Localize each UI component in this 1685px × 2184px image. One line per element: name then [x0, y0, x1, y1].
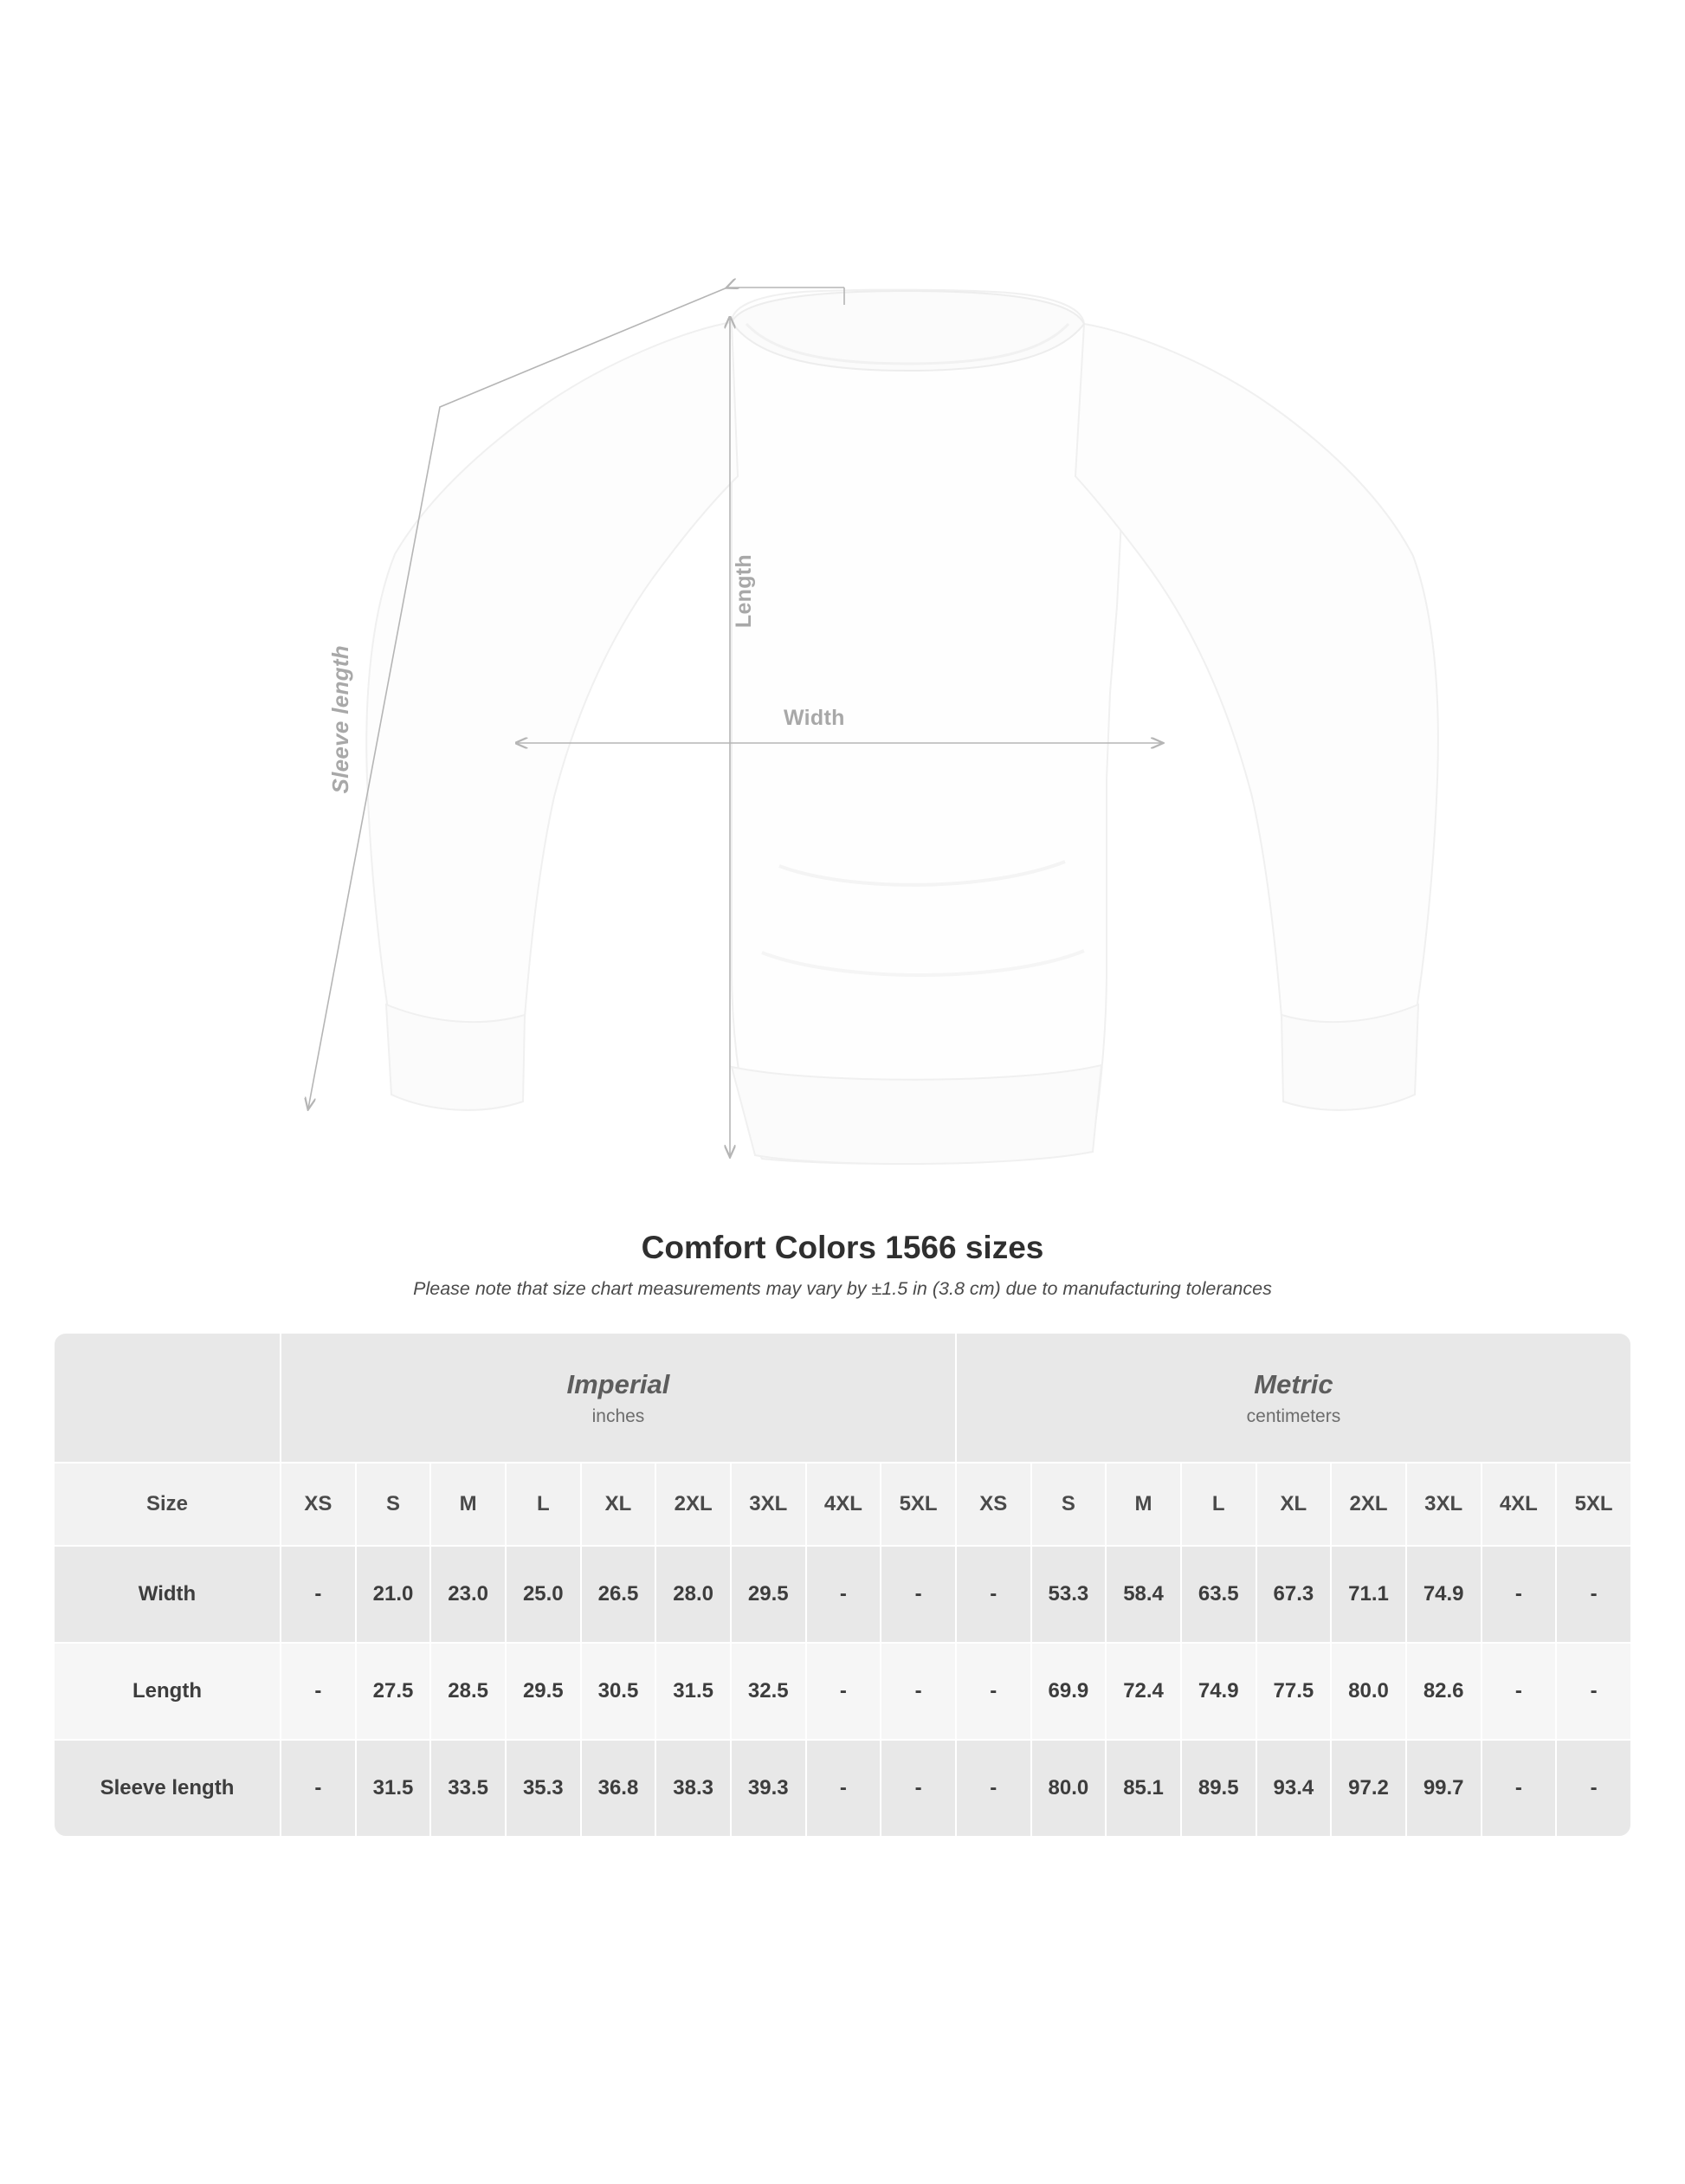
cell-length-imperial-xl: 30.5: [581, 1643, 656, 1740]
unit-metric-name: Metric: [1254, 1368, 1333, 1399]
cell-width-metric-l: 63.5: [1181, 1546, 1256, 1643]
cell-width-imperial-l: 25.0: [506, 1546, 581, 1643]
cell-width-imperial-xl: 26.5: [581, 1546, 656, 1643]
width-label: Width: [784, 706, 845, 730]
col-header-imperial-3xl: 3XL: [731, 1463, 806, 1546]
cell-length-imperial-xs: -: [281, 1643, 356, 1740]
cell-length-metric-4xl: -: [1482, 1643, 1557, 1740]
cell-sleeve-metric-5xl: -: [1556, 1740, 1631, 1837]
size-header-label: Size: [54, 1463, 281, 1546]
cell-sleeve-imperial-2xl: 38.3: [655, 1740, 731, 1837]
table-corner: [54, 1333, 281, 1463]
page-title: Comfort Colors 1566 sizes: [641, 1230, 1044, 1265]
cell-sleeve-imperial-4xl: -: [806, 1740, 881, 1837]
col-header-metric-m: M: [1106, 1463, 1181, 1546]
col-header-metric-4xl: 4XL: [1482, 1463, 1557, 1546]
tolerance-note: Please note that size chart measurements may vary by ±1.5 in (3.8 cm) due to manufacturing tolerances: [413, 1278, 1272, 1299]
col-header-imperial-l: L: [506, 1463, 581, 1546]
cell-width-imperial-5xl: -: [881, 1546, 956, 1643]
col-header-imperial-s: S: [356, 1463, 431, 1546]
table-row: [54, 1740, 1631, 1837]
cell-width-metric-xs: -: [956, 1546, 1031, 1643]
col-header-imperial-2xl: 2XL: [655, 1463, 731, 1546]
col-header-metric-3xl: 3XL: [1406, 1463, 1482, 1546]
size-header-row: [54, 1463, 1631, 1546]
unit-imperial-sub: inches: [591, 1406, 645, 1427]
unit-metric-sub: centimeters: [1246, 1406, 1341, 1427]
cell-width-imperial-2xl: 28.0: [655, 1546, 731, 1643]
table-row: [54, 1546, 1631, 1643]
cell-sleeve-metric-xl: 93.4: [1256, 1740, 1332, 1837]
cell-length-metric-xs: -: [956, 1643, 1031, 1740]
col-header-metric-xs: XS: [956, 1463, 1031, 1546]
col-header-metric-2xl: 2XL: [1331, 1463, 1406, 1546]
col-header-imperial-xs: XS: [281, 1463, 356, 1546]
unit-group-metric: [956, 1333, 1631, 1463]
col-header-metric-l: L: [1181, 1463, 1256, 1546]
unit-imperial-name: Imperial: [566, 1368, 670, 1399]
cell-width-imperial-s: 21.0: [356, 1546, 431, 1643]
row-label-sleeve-length: Sleeve length: [54, 1740, 281, 1837]
cell-width-metric-4xl: -: [1482, 1546, 1557, 1643]
cell-width-metric-2xl: 71.1: [1331, 1546, 1406, 1643]
cell-width-imperial-xs: -: [281, 1546, 356, 1643]
cell-width-imperial-4xl: -: [806, 1546, 881, 1643]
col-header-metric-5xl: 5XL: [1556, 1463, 1631, 1546]
cell-length-imperial-4xl: -: [806, 1643, 881, 1740]
cell-sleeve-metric-l: 89.5: [1181, 1740, 1256, 1837]
row-label-length: Length: [54, 1643, 281, 1740]
cell-sleeve-metric-s: 80.0: [1031, 1740, 1107, 1837]
cell-sleeve-imperial-m: 33.5: [430, 1740, 506, 1837]
cell-length-imperial-m: 28.5: [430, 1643, 506, 1740]
size-table-wrapper: [0, 1333, 1685, 1837]
row-label-width: Width: [54, 1546, 281, 1643]
length-label: Length: [732, 554, 756, 629]
cell-sleeve-metric-2xl: 97.2: [1331, 1740, 1406, 1837]
size-table: [54, 1333, 1631, 1837]
cell-width-metric-xl: 67.3: [1256, 1546, 1332, 1643]
cell-sleeve-imperial-s: 31.5: [356, 1740, 431, 1837]
cell-sleeve-metric-m: 85.1: [1106, 1740, 1181, 1837]
cell-sleeve-imperial-xl: 36.8: [581, 1740, 656, 1837]
cell-width-metric-s: 53.3: [1031, 1546, 1107, 1643]
unit-header-row: [54, 1333, 1631, 1463]
cell-length-metric-m: 72.4: [1106, 1643, 1181, 1740]
cell-sleeve-imperial-3xl: 39.3: [731, 1740, 806, 1837]
col-header-metric-xl: XL: [1256, 1463, 1332, 1546]
cell-length-metric-l: 74.9: [1181, 1643, 1256, 1740]
cell-width-metric-m: 58.4: [1106, 1546, 1181, 1643]
cell-sleeve-imperial-xs: -: [281, 1740, 356, 1837]
col-header-metric-s: S: [1031, 1463, 1107, 1546]
cell-length-imperial-3xl: 32.5: [731, 1643, 806, 1740]
cell-length-metric-s: 69.9: [1031, 1643, 1107, 1740]
cell-length-metric-2xl: 80.0: [1331, 1643, 1406, 1740]
sweatshirt-shape: [366, 290, 1438, 1164]
cell-length-imperial-s: 27.5: [356, 1643, 431, 1740]
cell-width-metric-5xl: -: [1556, 1546, 1631, 1643]
col-header-imperial-4xl: 4XL: [806, 1463, 881, 1546]
table-row: [54, 1643, 1631, 1740]
cell-length-imperial-2xl: 31.5: [655, 1643, 731, 1740]
col-header-imperial-5xl: 5XL: [881, 1463, 956, 1546]
sleeve-length-label: Sleeve length: [327, 645, 353, 794]
cell-length-imperial-5xl: -: [881, 1643, 956, 1740]
cell-width-imperial-m: 23.0: [430, 1546, 506, 1643]
cell-width-metric-3xl: 74.9: [1406, 1546, 1482, 1643]
cell-sleeve-metric-3xl: 99.7: [1406, 1740, 1482, 1837]
cell-length-imperial-l: 29.5: [506, 1643, 581, 1740]
unit-group-imperial: [281, 1333, 956, 1463]
cell-length-metric-3xl: 82.6: [1406, 1643, 1482, 1740]
cell-length-metric-xl: 77.5: [1256, 1643, 1332, 1740]
cell-length-metric-5xl: -: [1556, 1643, 1631, 1740]
col-header-imperial-m: M: [430, 1463, 506, 1546]
cell-sleeve-imperial-5xl: -: [881, 1740, 956, 1837]
cell-sleeve-metric-xs: -: [956, 1740, 1031, 1837]
cell-sleeve-metric-4xl: -: [1482, 1740, 1557, 1837]
col-header-imperial-xl: XL: [581, 1463, 656, 1546]
cell-width-imperial-3xl: 29.5: [731, 1546, 806, 1643]
cell-sleeve-imperial-l: 35.3: [506, 1740, 581, 1837]
